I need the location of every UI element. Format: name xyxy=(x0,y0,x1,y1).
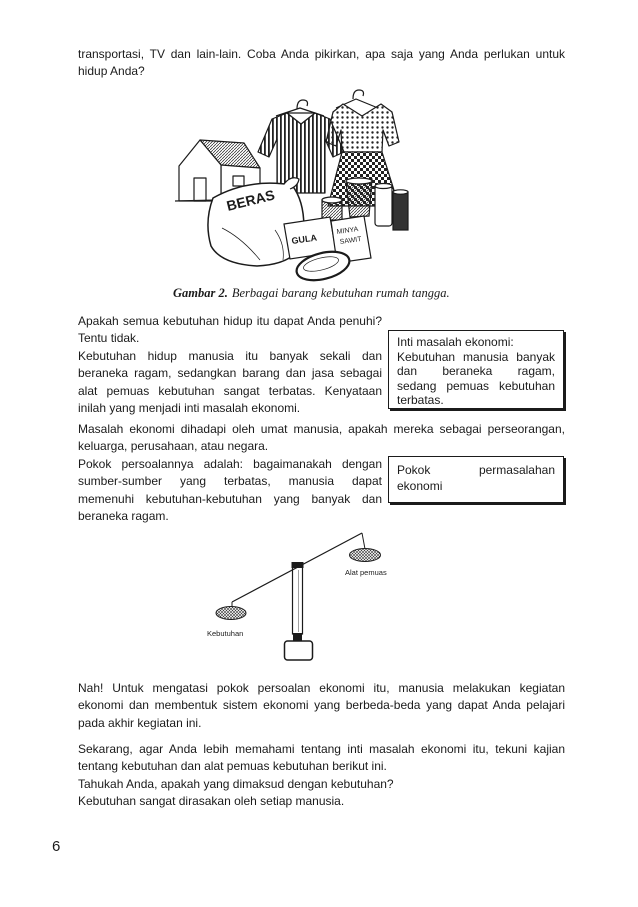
sugar-bag-label: GULA xyxy=(290,232,318,246)
figure-caption-label: Gambar 2. xyxy=(173,286,228,300)
bucket xyxy=(346,179,372,217)
text-line: hidup Anda? xyxy=(78,64,145,79)
hanger-hook xyxy=(353,90,364,99)
text-line: transportasi, TV dan lain-lain. Coba Anda pikirkan, apa saja yang Anda perlukan untuk xyxy=(78,47,565,61)
text-line: beraneka ragam, sedangkan barang dan jasa sebagai xyxy=(78,366,382,381)
text-line: Sekarang, agar Anda lebih memahami tentang inti masalah ekonomi itu, tekuni kajian xyxy=(78,742,565,756)
left-pan-label: Kebutuhan xyxy=(207,629,244,638)
dark-can xyxy=(393,192,408,230)
oil-label-line1: MINYA xyxy=(336,226,359,236)
text-line: alat pemuas kebutuhan sangat terbatas. Kenyataan xyxy=(78,383,382,398)
box-line: ekonomi xyxy=(397,479,443,493)
figure-caption xyxy=(173,285,450,301)
box-line: Kebutuhan manusia banyak xyxy=(397,349,555,364)
shirt-body xyxy=(258,113,344,193)
house-door xyxy=(194,178,206,201)
balance-scale-diagram xyxy=(200,525,400,665)
text-line: sumber-sumber yang terbatas, manusia dapat xyxy=(78,474,382,489)
text-line: tentang kebutuhan dan alat pemuas kebutuhan berikut ini. xyxy=(78,759,387,774)
text-line: Nah! Untuk mengatasi pokok persoalan ekonomi itu, manusia melakukan kegiatan xyxy=(78,681,565,695)
text-line: Masalah ekonomi dihadapi oleh umat manusia, apakah mereka sebagai perseorangan, xyxy=(78,422,565,436)
text-line: memenuhi kebutuhan-kebutuhan yang banyak dan xyxy=(78,491,382,506)
box-line: terbatas. xyxy=(397,393,444,407)
box-line: sedang pemuas kebutuhan xyxy=(397,378,555,393)
text-line: beraneka ragam. xyxy=(78,508,169,523)
right-pan-string xyxy=(362,533,365,549)
bucket-rim xyxy=(346,178,372,184)
household-goods-illustration xyxy=(170,85,420,290)
rice-sack-label: BERAS xyxy=(224,186,277,214)
right-pan-label: Alat pemuas xyxy=(345,568,387,577)
text-line: Apakah semua kebutuhan hidup itu dapat Anda penuhi? xyxy=(78,314,382,328)
intro-paragraph xyxy=(78,46,565,81)
section1-paragraph xyxy=(78,313,382,417)
text-line: Kebutuhan sangat dirasakan oleh setiap manusia. xyxy=(78,794,345,809)
oil-label-line2: SAWIT xyxy=(339,235,362,246)
text-line: Kebutuhan hidup manusia itu banyak sekali dan xyxy=(78,348,382,363)
striped-shirt-drawing xyxy=(258,100,344,193)
text-line: Tentu tidak. xyxy=(78,331,140,346)
box-line: Pokok permasalahan xyxy=(397,463,555,477)
dark-can-lid xyxy=(393,190,408,194)
main-problem-box xyxy=(388,456,564,503)
small-tin-lid xyxy=(322,197,342,203)
hanger-hook xyxy=(297,100,308,109)
jar-lid xyxy=(375,184,392,189)
box-line: Inti masalah ekonomi: xyxy=(397,335,514,349)
right-pan xyxy=(350,549,381,562)
text-line: inilah yang menjadi inti masalah ekonomi. xyxy=(78,400,301,415)
scale-pole-cap xyxy=(292,562,304,568)
text-line: keluarga, perusahaan, atau negara. xyxy=(78,439,269,454)
left-pan xyxy=(216,607,246,620)
text-line: Pokok persoalannya adalah: bagaimanakah dengan xyxy=(78,456,382,471)
scale-neck xyxy=(293,633,302,641)
text-line: Tahukah Anda, apakah yang dimaksud dengan kebutuhan? xyxy=(78,776,394,791)
figure-caption-text: Berbagai barang kebutuhan rumah tangga. xyxy=(231,286,450,300)
text-line: ekonomi dan membentuk sistem ekonomi yang berbeda-beda yang dapat Anda pelajari xyxy=(78,698,565,713)
closing-paragraph-1 xyxy=(78,680,565,732)
house-window xyxy=(233,176,244,186)
box-line: dan beraneka ragam, xyxy=(397,364,555,378)
text-line: pada akhir kegiatan ini. xyxy=(78,715,202,730)
scale-pole xyxy=(293,566,303,634)
scale-base xyxy=(285,641,313,660)
closing-paragraph-2 xyxy=(78,741,565,811)
page-number: 6 xyxy=(52,838,61,855)
key-concept-box xyxy=(388,330,564,409)
jar xyxy=(375,186,392,226)
